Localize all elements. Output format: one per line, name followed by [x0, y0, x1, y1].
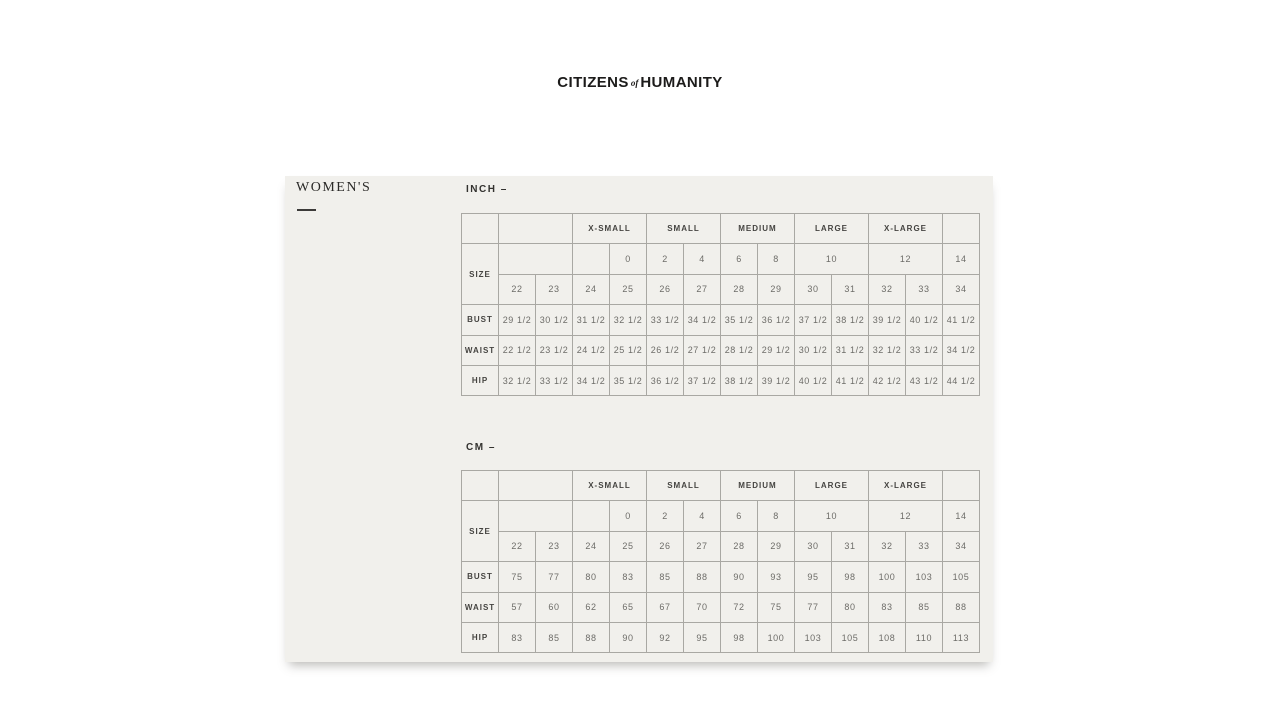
measure-value-cell: 83: [869, 592, 906, 622]
measure-value-cell: 30 1/2: [795, 335, 832, 365]
measure-label-cell: BUST: [462, 305, 499, 335]
measure-value-cell: 36 1/2: [758, 305, 795, 335]
measure-value-cell: 31 1/2: [573, 305, 610, 335]
group-header-cell: SMALL: [647, 471, 721, 501]
size-cell: 23: [536, 274, 573, 304]
numeric-size-cell: 2: [647, 244, 684, 274]
numeric-size-row: [462, 501, 980, 531]
measure-value-cell: 103: [906, 562, 943, 592]
group-header-cell: [943, 214, 980, 244]
measure-label-cell: WAIST: [462, 592, 499, 622]
measure-value-cell: 105: [943, 562, 980, 592]
numeric-size-cell: [499, 501, 573, 531]
measure-value-cell: 85: [536, 622, 573, 652]
group-header-row: [462, 471, 980, 501]
measure-value-cell: 98: [832, 562, 869, 592]
group-header-cell: [499, 471, 573, 501]
size-cell: 30: [795, 531, 832, 561]
measure-value-cell: 33 1/2: [536, 365, 573, 395]
size-guide-panel: [285, 176, 993, 662]
measure-value-cell: 62: [573, 592, 610, 622]
measure-value-cell: 39 1/2: [758, 365, 795, 395]
measure-value-cell: 67: [647, 592, 684, 622]
measure-value-cell: 75: [499, 562, 536, 592]
group-header-cell: X-SMALL: [573, 471, 647, 501]
measure-value-cell: 85: [906, 592, 943, 622]
numeric-size-cell: 14: [943, 244, 980, 274]
measure-value-cell: 77: [536, 562, 573, 592]
cm-size-table: [461, 470, 980, 653]
measure-value-cell: 29 1/2: [499, 305, 536, 335]
inch-table-label: INCH –: [466, 184, 508, 195]
measure-value-cell: 29 1/2: [758, 335, 795, 365]
measure-row: [462, 305, 980, 335]
measure-value-cell: 60: [536, 592, 573, 622]
measure-value-cell: 37 1/2: [684, 365, 721, 395]
size-cell: 29: [758, 274, 795, 304]
measure-value-cell: 31 1/2: [832, 335, 869, 365]
measure-value-cell: 24 1/2: [573, 335, 610, 365]
corner-cell: [462, 471, 499, 501]
measure-value-cell: 34 1/2: [943, 335, 980, 365]
numeric-size-cell: [573, 501, 610, 531]
measure-label-cell: HIP: [462, 365, 499, 395]
numeric-size-cell: 10: [795, 501, 869, 531]
measure-value-cell: 93: [758, 562, 795, 592]
size-cell: 28: [721, 531, 758, 561]
brand-logo: [0, 74, 1280, 92]
size-cell: 31: [832, 531, 869, 561]
measure-value-cell: 41 1/2: [832, 365, 869, 395]
measure-value-cell: 95: [795, 562, 832, 592]
measure-value-cell: 27 1/2: [684, 335, 721, 365]
size-cell: 27: [684, 274, 721, 304]
size-cell: 34: [943, 274, 980, 304]
measure-value-cell: 113: [943, 622, 980, 652]
size-cell: 34: [943, 531, 980, 561]
group-header-cell: X-LARGE: [869, 471, 943, 501]
numeric-size-cell: [573, 244, 610, 274]
measure-value-cell: 85: [647, 562, 684, 592]
measure-value-cell: 77: [795, 592, 832, 622]
measure-value-cell: 70: [684, 592, 721, 622]
size-row-label-cell: SIZE: [462, 244, 499, 305]
measure-value-cell: 33 1/2: [906, 335, 943, 365]
size-cell: 29: [758, 531, 795, 561]
size-row-label-cell: SIZE: [462, 501, 499, 562]
size-cell: 25: [610, 274, 647, 304]
measure-value-cell: 32 1/2: [499, 365, 536, 395]
measure-value-cell: 28 1/2: [721, 335, 758, 365]
measure-value-cell: 40 1/2: [906, 305, 943, 335]
size-cell: 24: [573, 531, 610, 561]
numeric-size-cell: 6: [721, 244, 758, 274]
group-header-cell: LARGE: [795, 214, 869, 244]
measure-value-cell: 30 1/2: [536, 305, 573, 335]
size-cell: 22: [499, 531, 536, 561]
numeric-size-cell: 8: [758, 244, 795, 274]
measure-value-cell: 57: [499, 592, 536, 622]
measure-value-cell: 32 1/2: [869, 335, 906, 365]
measure-value-cell: 103: [795, 622, 832, 652]
measure-value-cell: 23 1/2: [536, 335, 573, 365]
measure-value-cell: 34 1/2: [573, 365, 610, 395]
group-header-cell: SMALL: [647, 214, 721, 244]
measure-value-cell: 37 1/2: [795, 305, 832, 335]
numeric-size-cell: 10: [795, 244, 869, 274]
numeric-size-cell: [499, 244, 573, 274]
measure-value-cell: 40 1/2: [795, 365, 832, 395]
numeric-size-row: [462, 244, 980, 274]
measure-value-cell: 88: [684, 562, 721, 592]
numeric-size-cell: 12: [869, 501, 943, 531]
inch-size-table: [461, 213, 980, 396]
measure-value-cell: 33 1/2: [647, 305, 684, 335]
cm-table-label: CM –: [466, 442, 496, 453]
numeric-size-cell: 4: [684, 501, 721, 531]
numeric-size-cell: 12: [869, 244, 943, 274]
measure-value-cell: 43 1/2: [906, 365, 943, 395]
measure-value-cell: 80: [832, 592, 869, 622]
measure-value-cell: 88: [573, 622, 610, 652]
measure-value-cell: 90: [610, 622, 647, 652]
measure-value-cell: 100: [869, 562, 906, 592]
group-header-cell: [943, 471, 980, 501]
measure-value-cell: 110: [906, 622, 943, 652]
measure-value-cell: 34 1/2: [684, 305, 721, 335]
measure-value-cell: 95: [684, 622, 721, 652]
measure-value-cell: 42 1/2: [869, 365, 906, 395]
measure-row: [462, 335, 980, 365]
measure-value-cell: 105: [832, 622, 869, 652]
group-header-cell: LARGE: [795, 471, 869, 501]
size-cell: 26: [647, 531, 684, 561]
section-title-underline: [297, 209, 316, 211]
numeric-size-cell: 0: [610, 501, 647, 531]
size-cell: 33: [906, 531, 943, 561]
measure-value-cell: 26 1/2: [647, 335, 684, 365]
measure-value-cell: 38 1/2: [832, 305, 869, 335]
measure-value-cell: 88: [943, 592, 980, 622]
corner-cell: [462, 214, 499, 244]
size-cell: 32: [869, 531, 906, 561]
size-row: [462, 274, 980, 304]
group-header-cell: MEDIUM: [721, 214, 795, 244]
size-cell: 26: [647, 274, 684, 304]
measure-label-cell: HIP: [462, 622, 499, 652]
measure-value-cell: 35 1/2: [721, 305, 758, 335]
brand-name-citizens: CITIZENS: [557, 74, 629, 91]
measure-value-cell: 35 1/2: [610, 365, 647, 395]
section-title: WOMEN'S: [296, 180, 372, 195]
measure-value-cell: 44 1/2: [943, 365, 980, 395]
measure-row: [462, 622, 980, 652]
size-row: [462, 531, 980, 561]
size-cell: 31: [832, 274, 869, 304]
measure-label-cell: BUST: [462, 562, 499, 592]
numeric-size-cell: 2: [647, 501, 684, 531]
measure-value-cell: 32 1/2: [610, 305, 647, 335]
measure-row: [462, 562, 980, 592]
numeric-size-cell: 0: [610, 244, 647, 274]
size-cell: 33: [906, 274, 943, 304]
size-cell: 22: [499, 274, 536, 304]
size-cell: 24: [573, 274, 610, 304]
size-cell: 30: [795, 274, 832, 304]
measure-value-cell: 65: [610, 592, 647, 622]
brand-name-of: of: [630, 78, 639, 88]
group-header-row: [462, 214, 980, 244]
measure-value-cell: 98: [721, 622, 758, 652]
measure-value-cell: 92: [647, 622, 684, 652]
measure-label-cell: WAIST: [462, 335, 499, 365]
numeric-size-cell: 8: [758, 501, 795, 531]
size-cell: 25: [610, 531, 647, 561]
numeric-size-cell: 4: [684, 244, 721, 274]
measure-row: [462, 592, 980, 622]
measure-value-cell: 36 1/2: [647, 365, 684, 395]
size-cell: 27: [684, 531, 721, 561]
group-header-cell: [499, 214, 573, 244]
measure-value-cell: 22 1/2: [499, 335, 536, 365]
measure-value-cell: 39 1/2: [869, 305, 906, 335]
measure-value-cell: 25 1/2: [610, 335, 647, 365]
group-header-cell: X-SMALL: [573, 214, 647, 244]
measure-value-cell: 38 1/2: [721, 365, 758, 395]
measure-value-cell: 75: [758, 592, 795, 622]
size-cell: 28: [721, 274, 758, 304]
size-cell: 32: [869, 274, 906, 304]
group-header-cell: X-LARGE: [869, 214, 943, 244]
measure-value-cell: 80: [573, 562, 610, 592]
numeric-size-cell: 14: [943, 501, 980, 531]
measure-value-cell: 72: [721, 592, 758, 622]
measure-value-cell: 100: [758, 622, 795, 652]
size-cell: 23: [536, 531, 573, 561]
measure-value-cell: 83: [610, 562, 647, 592]
brand-name-humanity: HUMANITY: [640, 74, 723, 91]
measure-value-cell: 90: [721, 562, 758, 592]
group-header-cell: MEDIUM: [721, 471, 795, 501]
measure-value-cell: 83: [499, 622, 536, 652]
measure-value-cell: 108: [869, 622, 906, 652]
measure-row: [462, 365, 980, 395]
measure-value-cell: 41 1/2: [943, 305, 980, 335]
numeric-size-cell: 6: [721, 501, 758, 531]
